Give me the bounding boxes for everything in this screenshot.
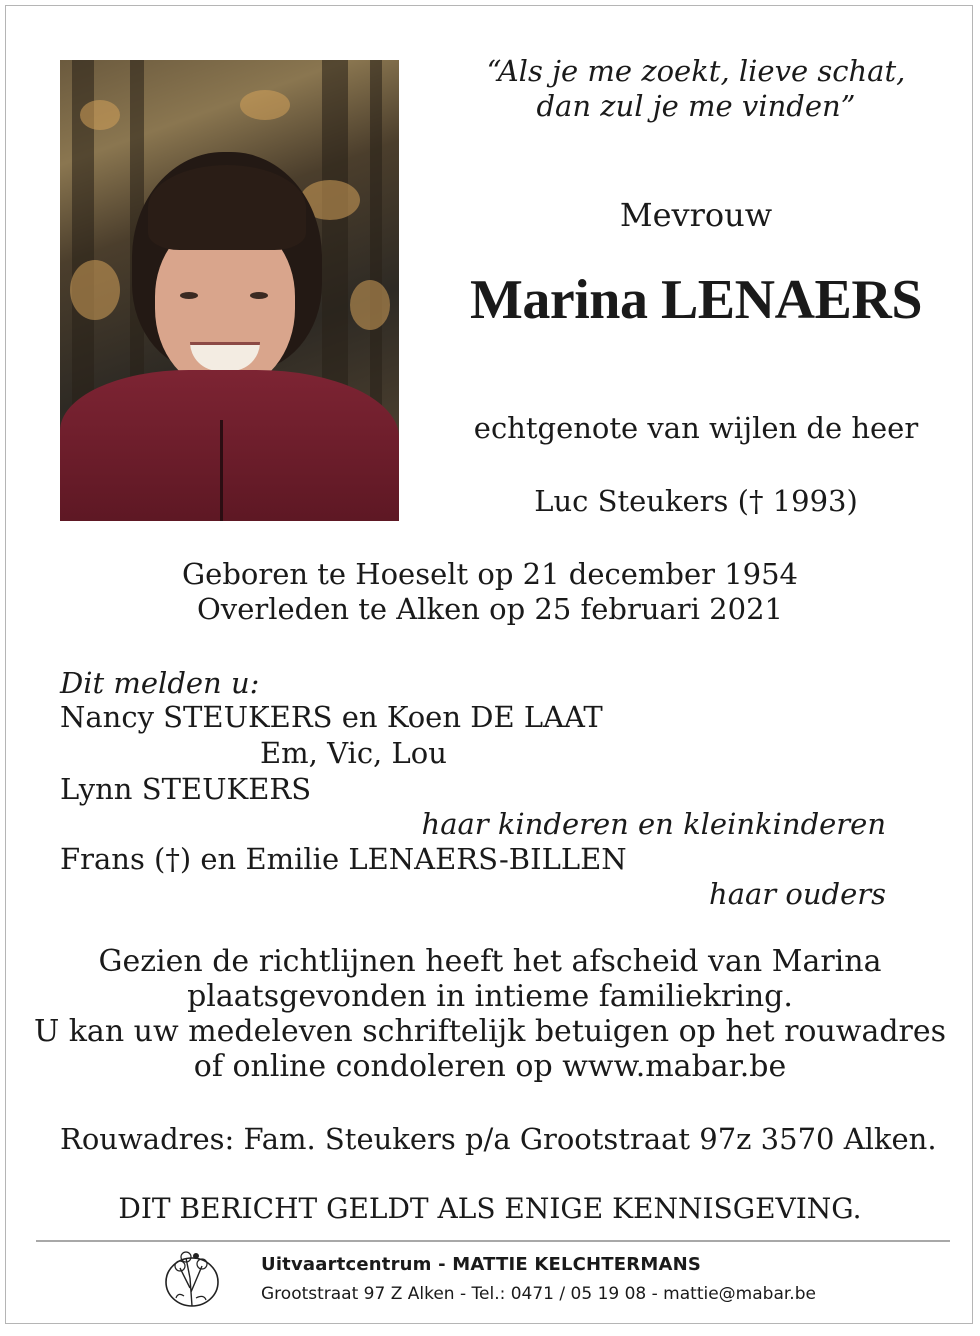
family-line-4: Frans (†) en Emilie LENAERS-BILLEN [60, 842, 627, 876]
family-line-2: Em, Vic, Lou [260, 736, 447, 770]
deceased-name: Marina LENAERS [470, 269, 922, 331]
life-dates [6, 557, 974, 627]
funeral-home-name: Uitvaartcentrum - MATTIE KELCHTERMANS [261, 1254, 702, 1275]
spouse-name: Luc Steukers († 1993) [534, 484, 858, 518]
message-line-1: Gezien de richtlijnen heeft het afscheid van Marina [98, 944, 882, 979]
mourning-address: Rouwadres: Fam. Steukers p/a Grootstraat 97z 3570 Alken. [60, 1122, 937, 1156]
death-line: Overleden te Alken op 25 februari 2021 [197, 592, 783, 626]
farewell-message [6, 944, 974, 1084]
quote-line-1: “Als je me zoekt, lieve schat, [486, 54, 906, 88]
flower-sketch-icon [156, 1248, 234, 1310]
honorific: Mevrouw [619, 196, 773, 234]
quote [436, 54, 956, 124]
funeral-home-contact: Grootstraat 97 Z Alken - Tel.: 0471 / 05 19 08 - mattie@mabar.be [261, 1284, 816, 1304]
obituary-card [5, 5, 973, 1324]
family-relation-2: haar ouders [709, 877, 886, 911]
portrait-photo [60, 60, 399, 521]
message-line-4: of online condoleren op www.mabar.be [193, 1049, 787, 1084]
family-line-3: Lynn STEUKERS [60, 772, 312, 806]
birth-line: Geboren te Hoeselt op 21 december 1954 [181, 557, 798, 591]
spouse-relation: echtgenote van wijlen de heer [473, 411, 919, 445]
family-intro: Dit melden u: [60, 666, 260, 700]
notice: DIT BERICHT GELDT ALS ENIGE KENNISGEVING. [118, 1192, 862, 1225]
quote-line-2: dan zul je me vinden” [536, 89, 856, 123]
message-line-3: U kan uw medeleven schriftelijk betuigen op het rouwadres [33, 1014, 947, 1049]
family-line-1: Nancy STEUKERS en Koen DE LAAT [60, 700, 603, 734]
family-relation-1: haar kinderen en kleinkinderen [421, 807, 886, 841]
message-line-2: plaatsgevonden in intieme familiekring. [187, 979, 793, 1014]
footer-divider [36, 1240, 950, 1242]
